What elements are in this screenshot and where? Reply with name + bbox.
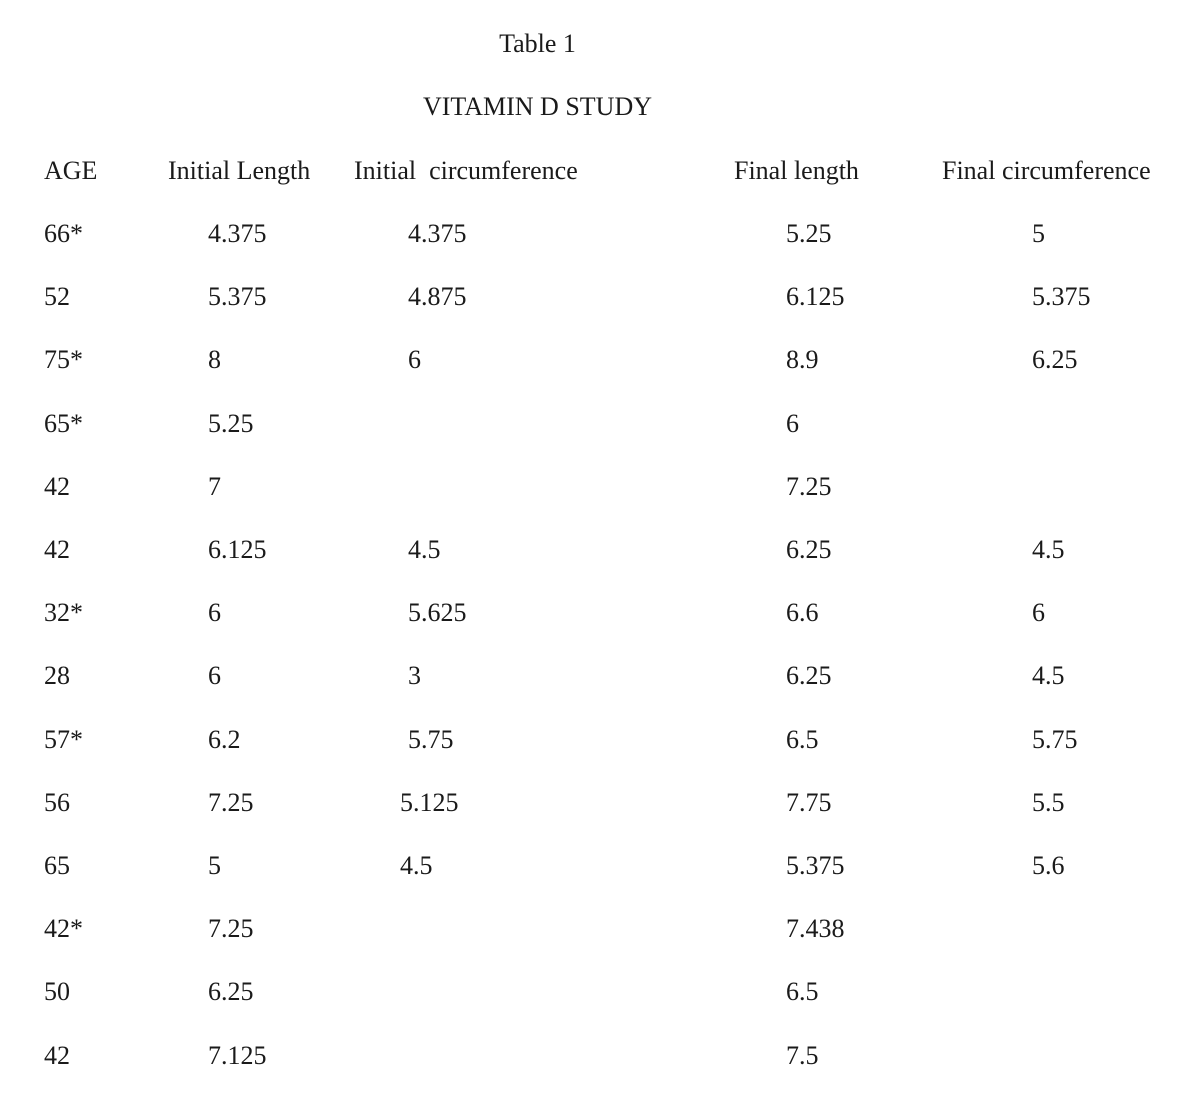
table-row bbox=[0, 409, 1200, 439]
column-header-initial-length: Initial Length bbox=[168, 156, 311, 185]
cell-final-length: 7.438 bbox=[786, 914, 845, 943]
cell-initial-length: 6.25 bbox=[208, 977, 254, 1006]
table-row bbox=[0, 345, 1200, 375]
cell-age: 57* bbox=[44, 725, 83, 754]
cell-final-length: 8.9 bbox=[786, 345, 819, 374]
cell-final-circumference: 4.5 bbox=[1032, 535, 1065, 564]
cell-age: 56 bbox=[44, 788, 70, 817]
table-row bbox=[0, 725, 1200, 755]
cell-age: 52 bbox=[44, 282, 70, 311]
cell-initial-circumference: 6 bbox=[408, 345, 421, 374]
cell-initial-circumference: 5.75 bbox=[408, 725, 454, 754]
cell-final-length: 6.25 bbox=[786, 661, 832, 690]
cell-initial-length: 6 bbox=[208, 598, 221, 627]
cell-initial-length: 7 bbox=[208, 472, 221, 501]
table-header-row bbox=[0, 156, 1200, 186]
cell-age: 65* bbox=[44, 409, 83, 438]
column-header-initial-circumference: Initial circumference bbox=[354, 156, 578, 185]
column-header-final-length: Final length bbox=[734, 156, 859, 185]
table-row bbox=[0, 1041, 1200, 1071]
cell-initial-length: 7.25 bbox=[208, 914, 254, 943]
cell-initial-circumference: 4.5 bbox=[408, 535, 441, 564]
cell-age: 28 bbox=[44, 661, 70, 690]
cell-initial-circumference: 5.125 bbox=[400, 788, 459, 817]
table-row bbox=[0, 661, 1200, 691]
table-row bbox=[0, 788, 1200, 818]
cell-initial-length: 4.375 bbox=[208, 219, 267, 248]
cell-initial-circumference: 4.875 bbox=[408, 282, 467, 311]
cell-initial-length: 5 bbox=[208, 851, 221, 880]
cell-final-circumference: 6.25 bbox=[1032, 345, 1078, 374]
cell-final-circumference: 5.6 bbox=[1032, 851, 1065, 880]
cell-initial-circumference: 3 bbox=[408, 661, 421, 690]
cell-initial-circumference: 4.375 bbox=[408, 219, 467, 248]
cell-final-circumference: 5.375 bbox=[1032, 282, 1091, 311]
cell-final-length: 5.25 bbox=[786, 219, 832, 248]
cell-final-length: 6.25 bbox=[786, 535, 832, 564]
cell-final-length: 7.75 bbox=[786, 788, 832, 817]
table-row bbox=[0, 219, 1200, 249]
cell-initial-length: 6 bbox=[208, 661, 221, 690]
cell-initial-length: 8 bbox=[208, 345, 221, 374]
cell-initial-length: 7.125 bbox=[208, 1041, 267, 1070]
table-row bbox=[0, 535, 1200, 565]
cell-age: 50 bbox=[44, 977, 70, 1006]
cell-final-length: 6.125 bbox=[786, 282, 845, 311]
cell-final-circumference: 4.5 bbox=[1032, 661, 1065, 690]
cell-final-circumference: 6 bbox=[1032, 598, 1045, 627]
column-header-final-circumference: Final circumference bbox=[942, 156, 1151, 185]
cell-age: 65 bbox=[44, 851, 70, 880]
table-row bbox=[0, 977, 1200, 1007]
cell-final-circumference: 5 bbox=[1032, 219, 1045, 248]
cell-final-length: 7.25 bbox=[786, 472, 832, 501]
cell-initial-circumference: 5.625 bbox=[408, 598, 467, 627]
cell-age: 42 bbox=[44, 1041, 70, 1070]
cell-initial-length: 7.25 bbox=[208, 788, 254, 817]
table-number: Table 1 bbox=[499, 29, 576, 58]
table-title: VITAMIN D STUDY bbox=[422, 92, 652, 121]
cell-final-length: 6.5 bbox=[786, 725, 819, 754]
cell-age: 75* bbox=[44, 345, 83, 374]
cell-final-length: 6 bbox=[786, 409, 799, 438]
cell-final-circumference: 5.5 bbox=[1032, 788, 1065, 817]
cell-final-circumference: 5.75 bbox=[1032, 725, 1078, 754]
table-row bbox=[0, 851, 1200, 881]
table-row bbox=[0, 472, 1200, 502]
cell-age: 66* bbox=[44, 219, 83, 248]
column-header-age: AGE bbox=[44, 156, 98, 185]
cell-final-length: 7.5 bbox=[786, 1041, 819, 1070]
table-row bbox=[0, 914, 1200, 944]
cell-age: 42* bbox=[44, 914, 83, 943]
cell-initial-length: 5.375 bbox=[208, 282, 267, 311]
cell-final-length: 6.6 bbox=[786, 598, 819, 627]
cell-final-length: 6.5 bbox=[786, 977, 819, 1006]
cell-initial-length: 5.25 bbox=[208, 409, 254, 438]
cell-initial-length: 6.125 bbox=[208, 535, 267, 564]
table-row bbox=[0, 598, 1200, 628]
cell-initial-length: 6.2 bbox=[208, 725, 241, 754]
cell-final-length: 5.375 bbox=[786, 851, 845, 880]
cell-age: 42 bbox=[44, 535, 70, 564]
cell-age: 32* bbox=[44, 598, 83, 627]
cell-initial-circumference: 4.5 bbox=[400, 851, 433, 880]
table-row bbox=[0, 282, 1200, 312]
cell-age: 42 bbox=[44, 472, 70, 501]
